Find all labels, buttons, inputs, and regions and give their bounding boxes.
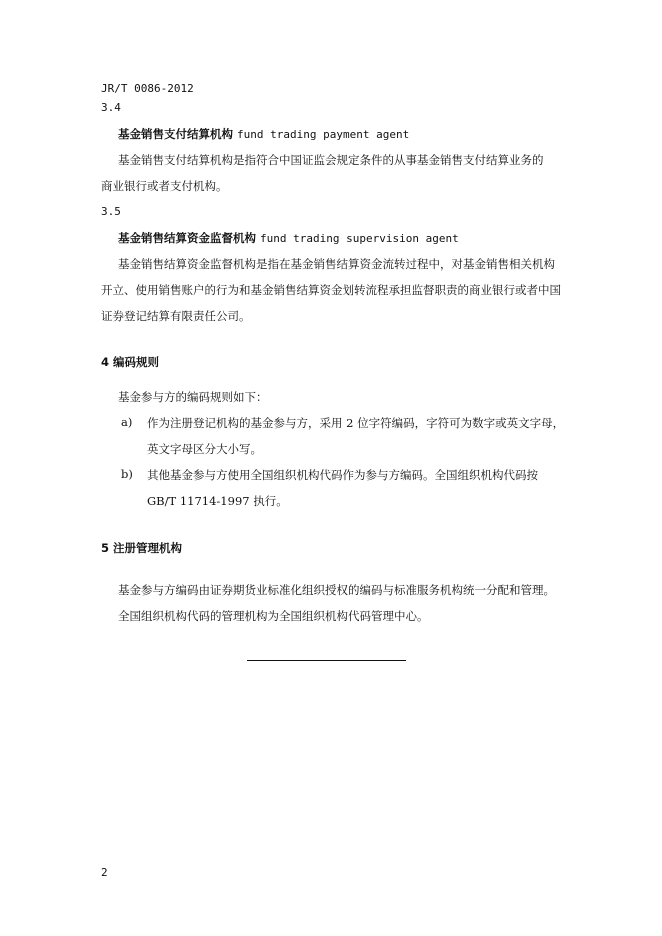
page-number: 2: [101, 866, 108, 879]
section-4-heading: 4 编码规则: [101, 355, 160, 369]
section-5-line-1: 基金参与方编码由证券期货业标准化组织授权的编码与标准服务机构统一分配和管理。: [118, 583, 555, 597]
standard-number: JR/T 0086-2012: [101, 82, 194, 95]
definition-3-4-line-2: 商业银行或者支付机构。: [101, 179, 228, 193]
list-item-a-line-1: 作为注册登记机构的基金参与方，采用 2 位字符编码，字符可为数字或英文字母，: [147, 416, 565, 430]
section-5-heading: 5 注册管理机构: [101, 541, 183, 555]
section-4-intro: 基金参与方的编码规则如下：: [118, 390, 268, 404]
end-rule: [247, 660, 406, 661]
section-5-line-2: 全国组织机构代码的管理机构为全国组织机构代码管理中心。: [118, 609, 429, 623]
term-en: fund trading supervision agent: [260, 232, 459, 245]
term-zh: 基金销售支付结算机构: [118, 127, 233, 141]
list-item-b-line-2: GB/T 11714-1997 执行。: [147, 494, 288, 508]
list-item-a-line-2: 英文字母区分大小写。: [147, 442, 262, 456]
list-item-b-line-1: 其他基金参与方使用全国组织机构代码作为参与方编码。全国组织机构代码按: [147, 468, 538, 482]
term-3-5: [118, 230, 459, 246]
clause-number-3-4: 3.4: [101, 101, 121, 114]
term-3-4: [118, 126, 409, 142]
definition-3-5-line-3: 证券登记结算有限责任公司。: [101, 309, 251, 323]
definition-3-5-line-2: 开立、使用销售账户的行为和基金销售结算资金划转流程承担监督职责的商业银行或者中国: [101, 283, 561, 297]
term-zh: 基金销售结算资金监督机构: [118, 231, 256, 245]
list-item-b-marker: b): [121, 467, 133, 481]
clause-number-3-5: 3.5: [101, 205, 121, 218]
definition-3-5-line-1: 基金销售结算资金监督机构是指在基金销售结算资金流转过程中，对基金销售相关机构: [118, 257, 555, 271]
definition-3-4-line-1: 基金销售支付结算机构是指符合中国证监会规定条件的从事基金销售支付结算业务的: [118, 153, 544, 167]
list-item-a-marker: a): [121, 415, 133, 429]
term-en: fund trading payment agent: [237, 128, 410, 141]
